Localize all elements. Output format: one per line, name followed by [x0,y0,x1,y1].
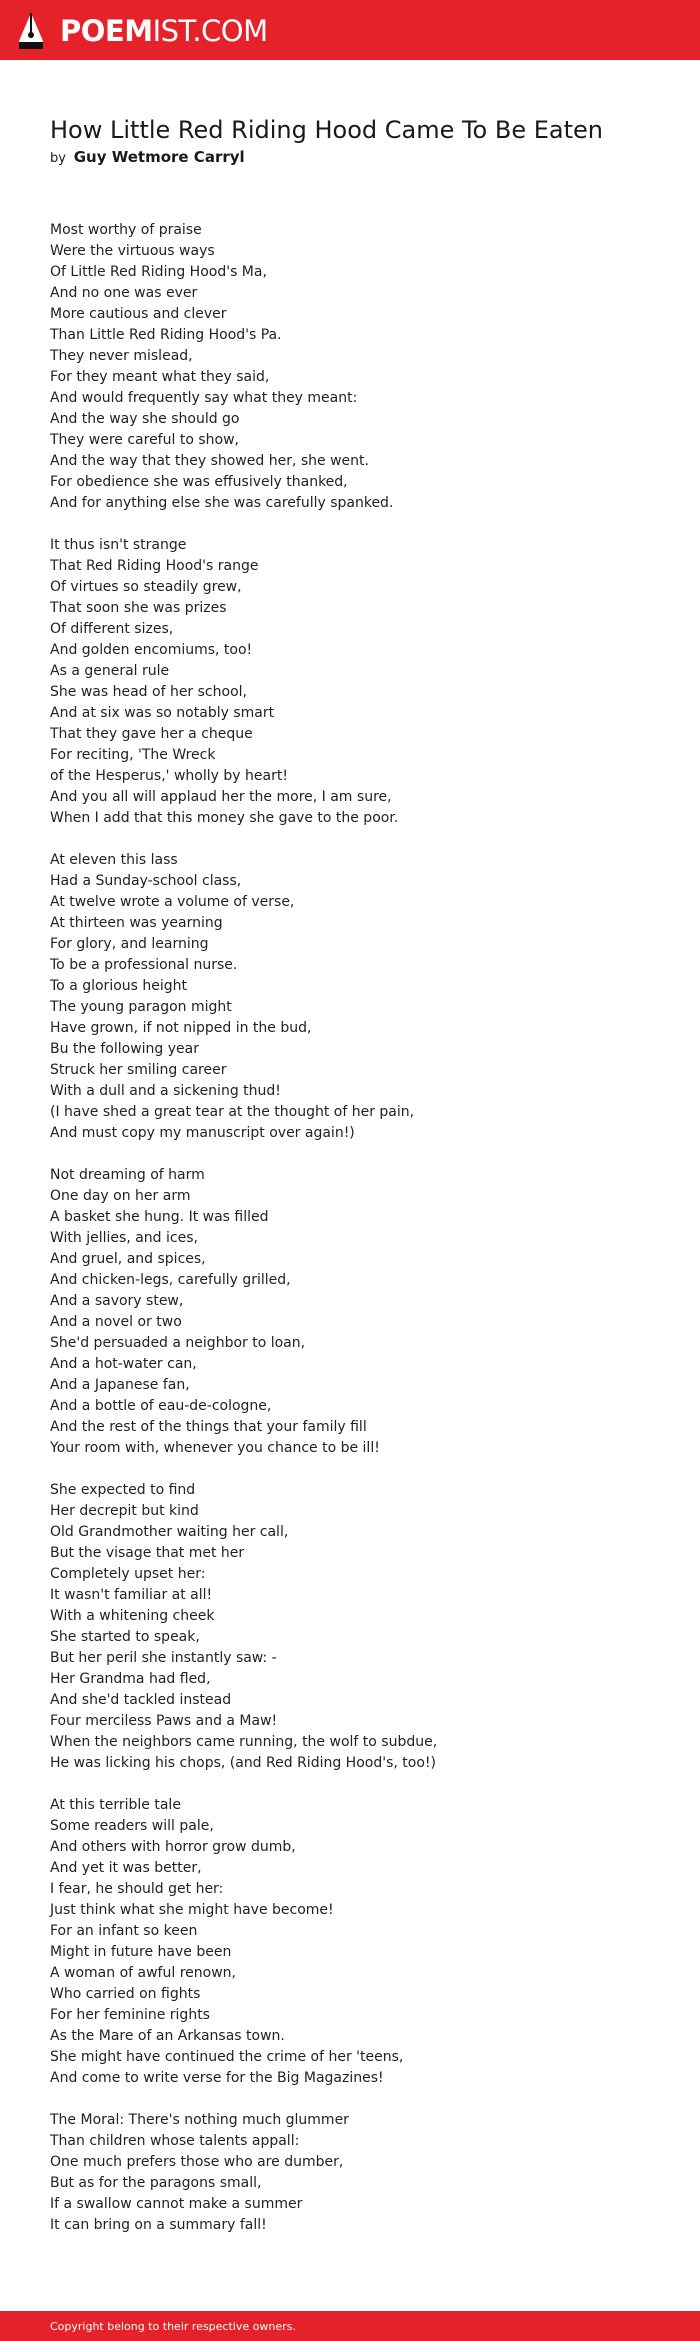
poem-line: As a general rule [50,663,170,679]
poem-line: To be a professional nurse. [50,957,238,973]
poem-stanza [50,1795,670,2089]
poem-line: Might in future have been [50,1944,232,1960]
brand-name-thin: IST.COM [152,14,268,48]
poem-line: She was head of her school, [50,684,247,700]
poem-line: One much prefers those who are dumber, [50,2154,344,2170]
poem-line: And the way that they showed her, she went. [50,453,369,469]
poem-line: Had a Sunday-school class, [50,873,242,889]
poem-line: A woman of awful renown, [50,1965,236,1981]
poem-line: Struck her smiling career [50,1062,227,1078]
poem-line: (I have shed a great tear at the thought of her pain, [50,1104,415,1120]
poem-stanza [50,1165,670,1459]
poem-line: It can bring on a summary fall! [50,2217,267,2233]
poem-line: Than Little Red Riding Hood's Pa. [50,327,282,343]
brand-name-bold: POEM [60,14,153,48]
poem-line: But the visage that met her [50,1545,245,1561]
poem-line: He was licking his chops, (and Red Riding Hood's, too!) [50,1755,436,1771]
poem-line: Most worthy of praise [50,222,202,238]
poem-line: They never mislead, [50,348,193,364]
poem-line: Of Little Red Riding Hood's Ma, [50,264,267,280]
poem-line: Your room with, whenever you chance to be ill! [50,1440,380,1456]
poem-line: It wasn't familiar at all! [50,1587,213,1603]
by-label: by [50,151,66,166]
poem-stanza [50,220,670,514]
poem-line: And a Japanese fan, [50,1377,190,1393]
poem-line: And she'd tackled instead [50,1692,232,1708]
poem-line: At this terrible tale [50,1797,181,1813]
poem-line: Have grown, if not nipped in the bud, [50,1020,312,1036]
poem-line: Four merciless Paws and a Maw! [50,1713,278,1729]
poem-byline [50,145,245,171]
poem-body [50,220,670,2257]
poem-line: A basket she hung. It was filled [50,1209,269,1225]
poem-line: And you all will applaud her the more, I am sure, [50,789,392,805]
pen-nib-icon [16,11,46,51]
poem-line: That Red Riding Hood's range [50,558,259,574]
poem-line: Who carried on fights [50,1986,201,2002]
poem-line: As the Mare of an Arkansas town. [50,2028,285,2044]
author-name[interactable]: Guy Wetmore Carryl [73,148,245,166]
poem-line: And a savory stew, [50,1293,184,1309]
poem-title: How Little Red Riding Hood Came To Be Eaten [50,116,603,144]
poem-line: And the way she should go [50,411,240,427]
poem-line: And no one was ever [50,285,198,301]
poem-line: And a novel or two [50,1314,182,1330]
poem-line: The young paragon might [50,999,232,1015]
poem-line: For reciting, 'The Wreck [50,747,216,763]
brand-name [60,12,268,50]
poem-line: Old Grandmother waiting her call, [50,1524,289,1540]
poem-stanza [50,1480,670,1774]
poem-line: And the rest of the things that your family fill [50,1419,367,1435]
poem-line: And gruel, and spices, [50,1251,206,1267]
poem-line: And golden encomiums, too! [50,642,253,658]
poem-line: Bu the following year [50,1041,199,1057]
poem-line: For glory, and learning [50,936,209,952]
poem-line: Just think what she might have become! [50,1902,334,1918]
poem-line: With a dull and a sickening thud! [50,1083,281,1099]
poem-line: With jellies, and ices, [50,1230,198,1246]
poem-line: When I add that this money she gave to the poor. [50,810,399,826]
poem-line: Than children whose talents appall: [50,2133,300,2149]
poem-line: One day on her arm [50,1188,191,1204]
poem-line: And others with horror grow dumb, [50,1839,296,1855]
poem-line: When the neighbors came running, the wolf to subdue, [50,1734,438,1750]
poem-line: of the Hesperus,' wholly by heart! [50,768,288,784]
poem-line: And a bottle of eau-de-cologne, [50,1398,272,1414]
poem-line: But her peril she instantly saw: - [50,1650,277,1666]
poem-line: And a hot-water can, [50,1356,197,1372]
poem-line: More cautious and clever [50,306,227,322]
poem-line: They were careful to show, [50,432,239,448]
poem-line: And must copy my manuscript over again!) [50,1125,355,1141]
poem-line: Were the virtuous ways [50,243,215,259]
poem-line: For her feminine rights [50,2007,210,2023]
site-logo[interactable] [16,11,268,51]
site-header [0,0,700,60]
poem-stanza [50,2110,670,2236]
poem-line: Some readers will pale, [50,1818,214,1834]
poem-line: It thus isn't strange [50,537,187,553]
poem-line: The Moral: There's nothing much glummer [50,2112,349,2128]
poem-line: And yet it was better, [50,1860,202,1876]
poem-line: She'd persuaded a neighbor to loan, [50,1335,306,1351]
poem-line: That soon she was prizes [50,600,227,616]
poem-line: That they gave her a cheque [50,726,253,742]
poem-line: Of virtues so steadily grew, [50,579,242,595]
poem-line: To a glorious height [50,978,188,994]
poem-line: And for anything else she was carefully spanked. [50,495,394,511]
poem-line: And at six was so notably smart [50,705,275,721]
poem-line: At thirteen was yearning [50,915,223,931]
poem-line: Her Grandma had fled, [50,1671,211,1687]
poem-line: For they meant what they said, [50,369,270,385]
poem-line: But as for the paragons small, [50,2175,262,2191]
poem-line: At eleven this lass [50,852,178,868]
copyright-text: Copyright belong to their respective owners. [50,2320,296,2333]
poem-line: If a swallow cannot make a summer [50,2196,303,2212]
poem-line: Her decrepit but kind [50,1503,199,1519]
poem-line: She started to speak, [50,1629,200,1645]
poem-line: And chicken-legs, carefully grilled, [50,1272,291,1288]
poem-line: I fear, he should get her: [50,1881,224,1897]
poem-stanza [50,850,670,1144]
poem-line: With a whitening cheek [50,1608,215,1624]
poem-line: And come to write verse for the Big Magazines! [50,2070,384,2086]
poem-line: For an infant so keen [50,1923,198,1939]
poem-line: For obedience she was effusively thanked, [50,474,348,490]
poem-line: And would frequently say what they meant: [50,390,358,406]
poem-line: Not dreaming of harm [50,1167,205,1183]
poem-line: Completely upset her: [50,1566,206,1582]
poem-line: At twelve wrote a volume of verse, [50,894,295,910]
poem-line: She expected to find [50,1482,196,1498]
poem-line: Of different sizes, [50,621,174,637]
site-footer [0,2311,700,2341]
poem-line: She might have continued the crime of her 'teens, [50,2049,404,2065]
poem-stanza [50,535,670,829]
